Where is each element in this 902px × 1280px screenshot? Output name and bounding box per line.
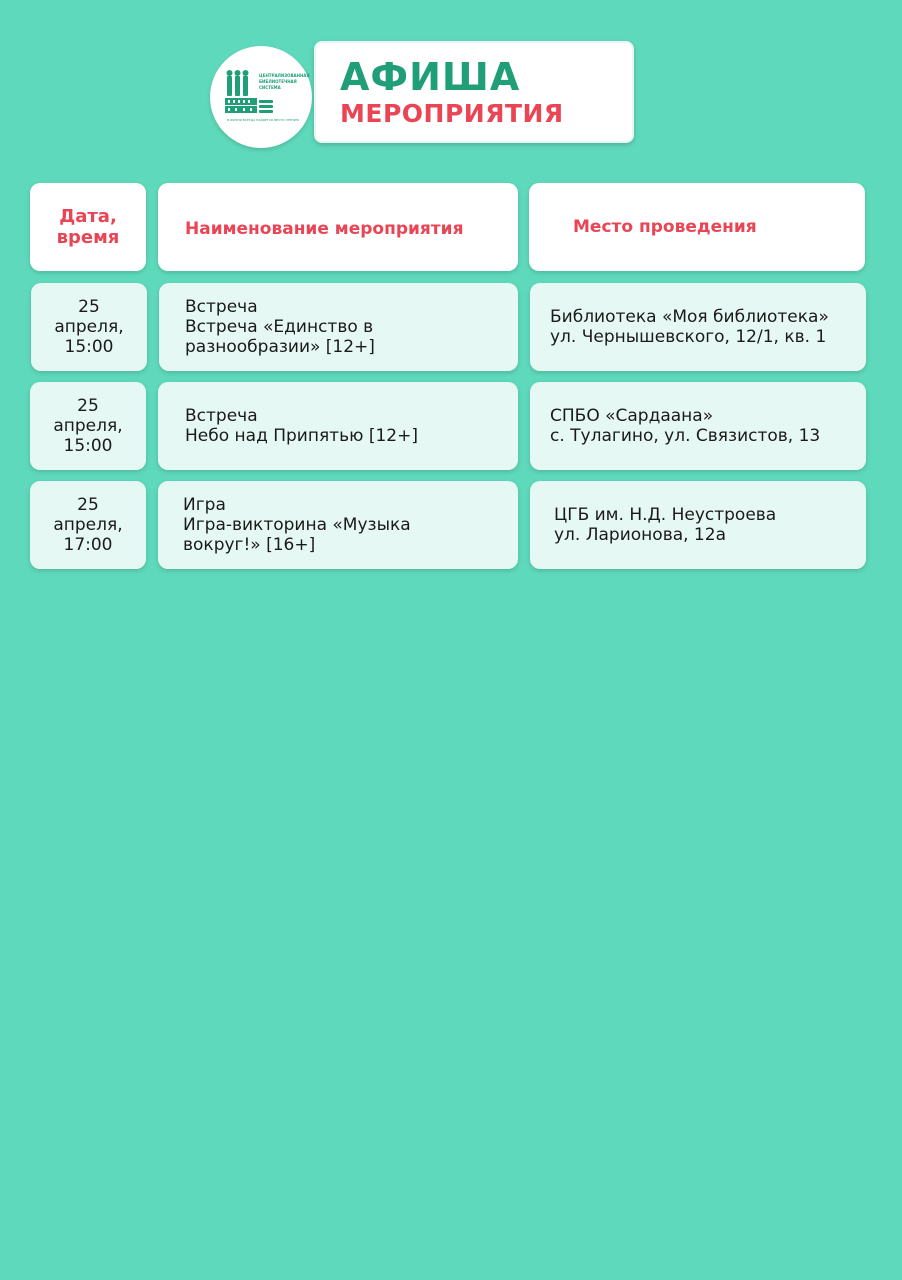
row-1-date (31, 283, 147, 371)
venue-name: СПБО «Сардаана» (550, 406, 714, 426)
row-1-event (159, 283, 518, 371)
event-title: Встреча «Единство в (185, 317, 374, 337)
header-time-label: время (56, 227, 120, 248)
row-3-date (30, 481, 146, 569)
row-2-venue (530, 382, 866, 470)
header-venue (529, 183, 865, 271)
header-event-name (158, 183, 518, 271)
date-time: 15:00 (64, 337, 114, 357)
date-day: 25 (77, 495, 99, 515)
venue-address: ул. Чернышевского, 12/1, кв. 1 (550, 327, 827, 347)
header-venue-label: Место проведения (573, 216, 757, 237)
event-title: разнообразии» [12+] (185, 337, 375, 357)
venue-address: ул. Ларионова, 12а (554, 525, 726, 545)
venue-name: Библиотека «Моя библиотека» (550, 307, 829, 327)
svg-text:В ЖИЗНИ ВСЕГДА НАЙДЕТСЯ МЕСТО: В ЖИЗНИ ВСЕГДА НАЙДЕТСЯ МЕСТО ЧТЕНИЮ (227, 118, 300, 122)
date-month: апреля, (53, 515, 123, 535)
event-title: Игра-викторина «Музыка (183, 515, 411, 535)
svg-text:СИСТЕМА: СИСТЕМА (259, 85, 281, 90)
event-title: Небо над Припятью [12+] (185, 426, 418, 446)
event-title: вокруг!» [16+] (183, 535, 316, 555)
row-3-event (158, 481, 518, 569)
date-time: 15:00 (63, 436, 113, 456)
svg-text:БИБЛИОТЕЧНАЯ: БИБЛИОТЕЧНАЯ (259, 79, 297, 84)
svg-text:ЦЕНТРАЛИЗОВАННАЯ: ЦЕНТРАЛИЗОВАННАЯ (259, 73, 310, 78)
venue-address: с. Тулагино, ул. Связистов, 13 (550, 426, 821, 446)
row-1-venue (530, 283, 866, 371)
header-event-name-label: Наименование мероприятия (185, 219, 464, 239)
date-month: апреля, (54, 317, 124, 337)
date-month: апреля, (53, 416, 123, 436)
date-time: 17:00 (63, 535, 113, 555)
header-date-label: Дата, (59, 206, 117, 227)
library-logo-icon (210, 46, 312, 148)
row-2-event (158, 382, 518, 470)
library-logo (210, 46, 312, 148)
event-type: Встреча (185, 406, 258, 426)
date-day: 25 (77, 396, 99, 416)
page-title-card (314, 41, 634, 143)
row-2-date (30, 382, 146, 470)
header-date-time (30, 183, 146, 271)
page-title: АФИША (340, 55, 521, 99)
row-3-venue (530, 481, 866, 569)
event-type: Игра (183, 495, 226, 515)
event-type: Встреча (185, 297, 258, 317)
page-subtitle: МЕРОПРИЯТИЯ (340, 99, 564, 128)
date-day: 25 (78, 297, 100, 317)
venue-name: ЦГБ им. Н.Д. Неустроева (554, 505, 777, 525)
